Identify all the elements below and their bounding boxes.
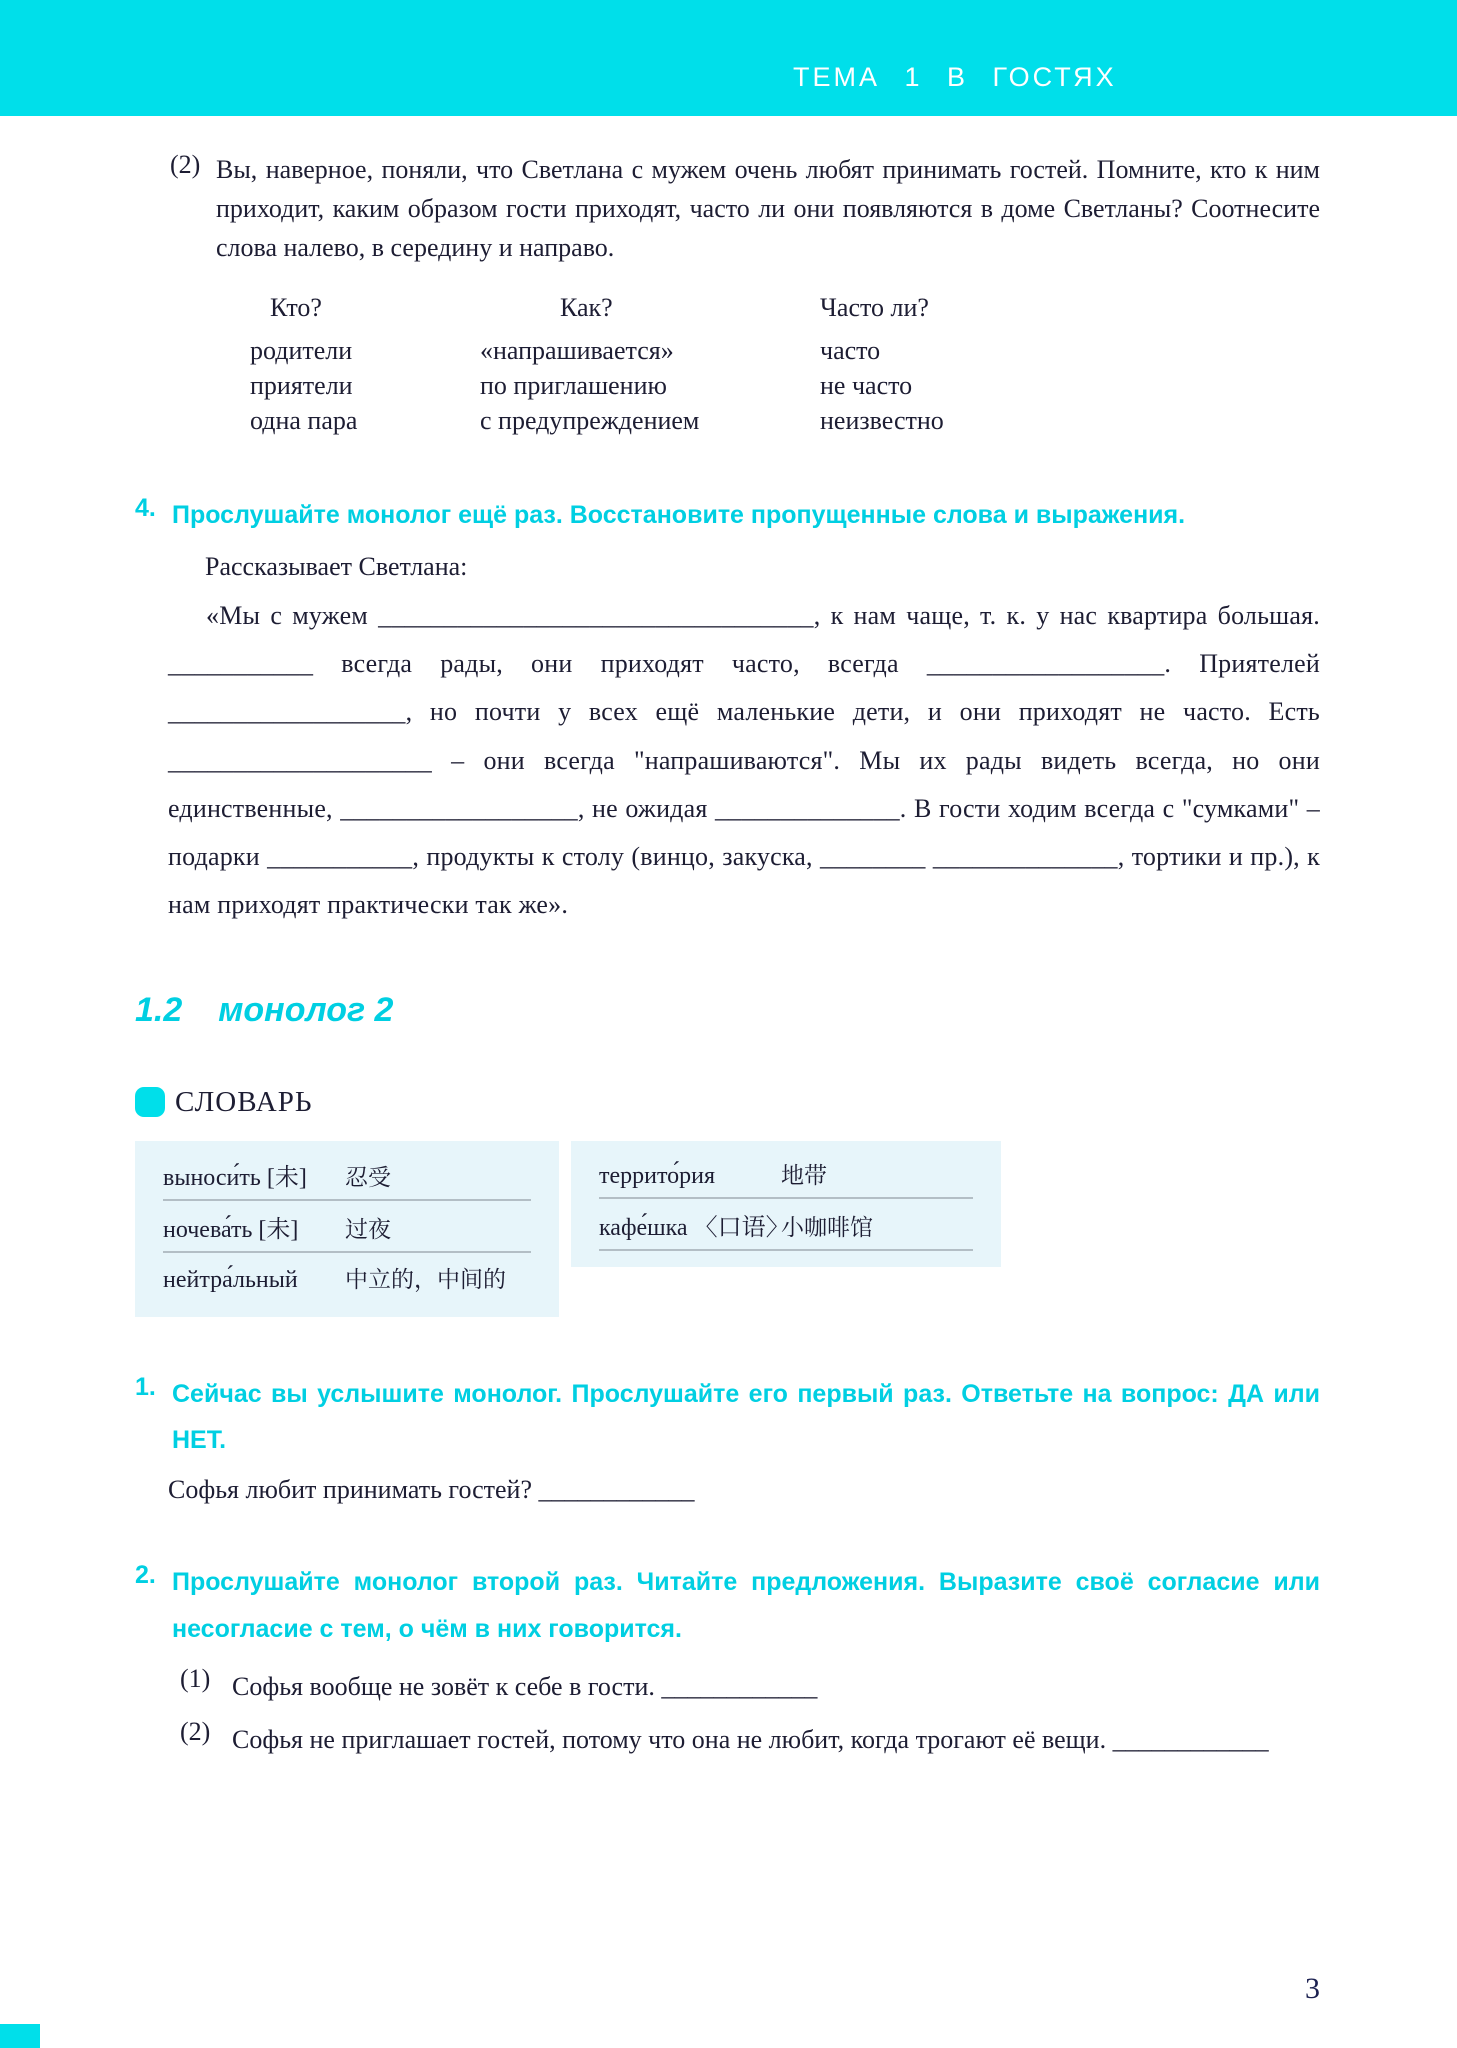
matching-table — [250, 293, 1320, 438]
exercise-number: 4. — [135, 494, 156, 522]
column-header: Часто ли? — [820, 293, 929, 322]
match-option[interactable]: не часто — [820, 371, 913, 400]
story-intro: Рассказывает Светлана: — [205, 552, 468, 582]
matching-column-who — [250, 293, 480, 438]
statement-item — [180, 1717, 1320, 1763]
vocab-entry — [163, 1209, 531, 1253]
match-option[interactable]: часто — [820, 336, 881, 365]
match-option[interactable]: одна пара — [250, 406, 358, 435]
vocabulary-header — [135, 1086, 1320, 1119]
vocab-translation: 过夜 — [345, 1216, 391, 1243]
vocab-translation: 忍受 — [345, 1164, 391, 1191]
exercise-4-heading — [135, 492, 1320, 538]
vocab-term: кафе́шка 〈口语〉 — [599, 1214, 790, 1241]
statement-text[interactable]: Софья не приглашает гостей, потому что она не любит, когда трогают её вещи. ____________ — [232, 1725, 1269, 1755]
vocabulary-panels — [135, 1141, 1320, 1317]
chapter-title: ТЕМА 1 В ГОСТЯХ — [793, 62, 1117, 92]
exercise-1-question[interactable]: Софья любит принимать гостей? ____________ — [168, 1475, 695, 1505]
gap-fill-story[interactable]: «Мы с мужем _________________________________, к нам чаще, т. к. у нас квартира большая. ___________ всегда рады, они приходят часто, всегда __________________. Приятелей __________________, но почти у всех ещё маленькие дети, и они приходят не часто. Есть ____________________ – они всегда "напрашиваются". Мы их рады видеть всегда, но они единственные, __________________, не ожидая ______________. В гости ходим всегда с "сумками" – подарки ___________, продукты к столу (винцо, закуска, ________ ______________, тортики и пр.), к нам приходят практически так же». — [168, 601, 1320, 919]
task-part-number: (2) — [170, 150, 201, 179]
exercise-number: 1. — [135, 1372, 156, 1401]
corner-accent-bar — [0, 2024, 40, 2048]
exercise-2-items — [135, 1664, 1320, 1763]
vocab-entry — [599, 1157, 973, 1199]
vocab-panel-right — [571, 1141, 1001, 1267]
vocab-translation: 地带 — [781, 1162, 827, 1189]
match-option[interactable]: по приглашению — [480, 371, 667, 400]
vocab-translation: 小咖啡馆 — [781, 1214, 873, 1241]
match-option[interactable]: родители — [250, 336, 353, 365]
vocab-term: нейтра́льный — [163, 1266, 298, 1293]
match-option[interactable]: неизвестно — [820, 406, 944, 435]
column-header: Как? — [560, 293, 613, 322]
page-number: 3 — [1305, 1972, 1320, 2005]
vocab-marker-icon — [135, 1087, 165, 1117]
match-option[interactable]: с предупреждением — [480, 406, 700, 435]
exercise-number: 2. — [135, 1561, 156, 1590]
section-title: монолог 2 — [218, 990, 394, 1029]
exercise-2-heading — [135, 1559, 1320, 1652]
vocab-entry — [163, 1261, 531, 1301]
vocab-term: террито́рия — [599, 1162, 716, 1189]
vocabulary-label: СЛОВАРЬ — [175, 1085, 313, 1118]
vocab-term: выноси́ть [未] — [163, 1164, 307, 1191]
exercise-1-heading — [135, 1371, 1320, 1464]
exercise-instruction: Прослушайте монолог второй раз. Читайте предложения. Выразите своё согласие или несогласие с тем, о чём в них говорится. — [172, 1568, 1320, 1643]
statement-number: (1) — [180, 1663, 211, 1693]
match-option[interactable]: приятели — [250, 371, 353, 400]
column-header: Кто? — [270, 293, 322, 322]
vocab-translation: 中立的，中间的 — [345, 1266, 506, 1293]
exercise-instruction: Прослушайте монолог ещё раз. Восстановите пропущенные слова и выражения. — [172, 501, 1186, 529]
section-heading — [135, 991, 1320, 1030]
task-part-text: Вы, наверное, поняли, что Светлана с мужем очень любят принимать гостей. Помните, кто к ним приходит, каким образом гости приходят, часто ли они появляются в доме Светланы? Соотнесите слова налево, в середину и направо. — [216, 155, 1320, 262]
vocab-entry — [599, 1207, 973, 1251]
matching-column-often — [820, 293, 1130, 438]
task-part-2 — [170, 150, 1320, 267]
section-number: 1.2 — [135, 990, 183, 1029]
exercise-instruction: Сейчас вы услышите монолог. Прослушайте его первый раз. Ответьте на вопрос: ДА или НЕТ. — [172, 1379, 1320, 1455]
matching-column-how — [480, 293, 820, 438]
vocab-panel-left — [135, 1141, 559, 1317]
match-option[interactable]: «напрашивается» — [480, 336, 674, 365]
statement-text[interactable]: Софья вообще не зовёт к себе в гости. ____________ — [232, 1671, 818, 1701]
statement-number: (2) — [180, 1717, 211, 1747]
vocab-entry — [163, 1157, 531, 1201]
statement-item — [180, 1664, 1320, 1710]
vocab-term: ночева́ть [未] — [163, 1216, 299, 1243]
